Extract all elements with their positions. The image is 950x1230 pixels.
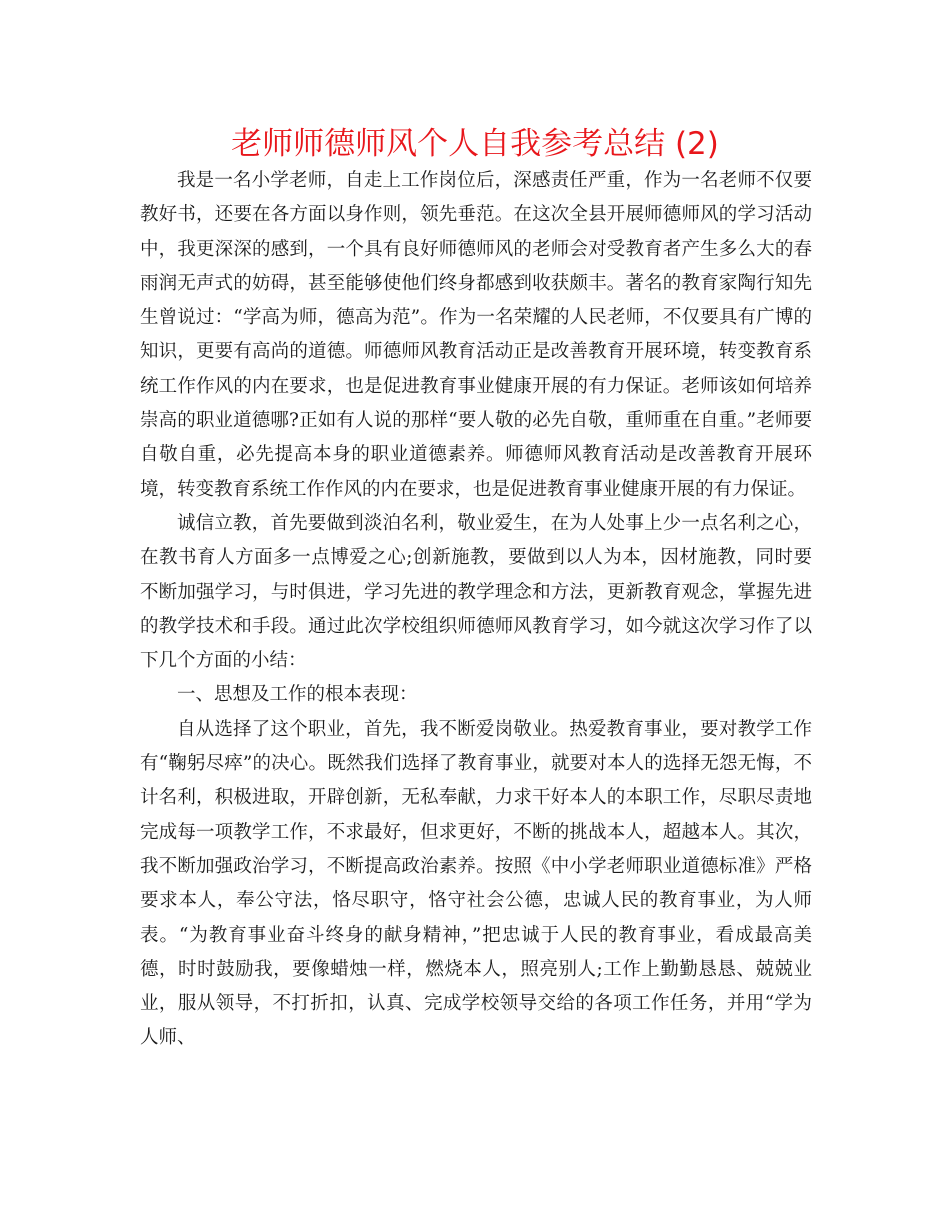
paragraph-career: 自从选择了这个职业，首先，我不断爱岗敬业。热爱教育事业，要对教学工作有“鞠躬尽瘁”的决心。既然我们选择了教育事业，就要对本人的选择无怨无悔，不计名利，积极进取，开辟创新，无私奉献，力求干好本人的本职工作，尽职尽责地完成每一项教学工作，不求最好，但求更好，不断的挑战本人，超越本人。其次，我不断加强政治学习，不断提高政治素养。按照《中小学老师职业道德标准》严格要求本人，奉公守法，恪尽职守，恪守社会公德，忠诚人民的教育事业，为人师表。“为教育事业奋斗终身的献身精神，”把忠诚于人民的教育事业，看成最高美德，时时鼓励我，要像蜡烛一样，燃烧本人，照亮别人;工作上勤勤恳恳、兢兢业业，服从领导，不打折扣，认真、完成学校领导交给的各项工作任务，并用“学为人师、 [140,718,812,1049]
paragraph-integrity: 诚信立教，首先要做到淡泊名利，敬业爱生，在为人处事上少一点名利之心，在教书育人方面多一点博爱之心;创新施教，要做到以人为本，因材施教，同时要不断加强学习，与时俱进，学习先进的教学理念和方法，更新教育观念，掌握先进的教学技术和手段。通过此次学校组织师德师风教育学习，如今就这次学习作了以下几个方面的小结： [140,512,812,672]
paragraph-intro: 我是一名小学老师，自走上工作岗位后，深感责任严重，作为一名老师不仅要教好书，还要在各方面以身作则，领先垂范。在这次全县开展师德师风的学习活动中，我更深深的感到，一个具有良好师德师风的老师会对受教育者产生多么大的春雨润无声式的妨碍，甚至能够使他们终身都感到收获颇丰。著名的教育家陶行知先生曾说过：“学高为师，德高为范”。作为一名荣耀的人民老师，不仅要具有广博的知识，更要有高尚的道德。师德师风教育活动正是改善教育开展环境，转变教育系统工作作风的内在要求，也是促进教育事业健康开展的有力保证。老师该如何培养崇高的职业道德哪?正如有人说的那样“要人敬的必先自敬，重师重在自重。”老师要自敬自重，必先提高本身的职业道德素养。师德师风教育活动是改善教育开展环境，转变教育系统工作作风的内在要求，也是促进教育事业健康开展的有力保证。 [140,170,812,500]
document-body [140,164,812,1056]
document-title: 老师师德师风个人自我参考总结 (2) [231,126,719,162]
section-heading-1: 一、思想及工作的根本表现： [177,684,418,706]
